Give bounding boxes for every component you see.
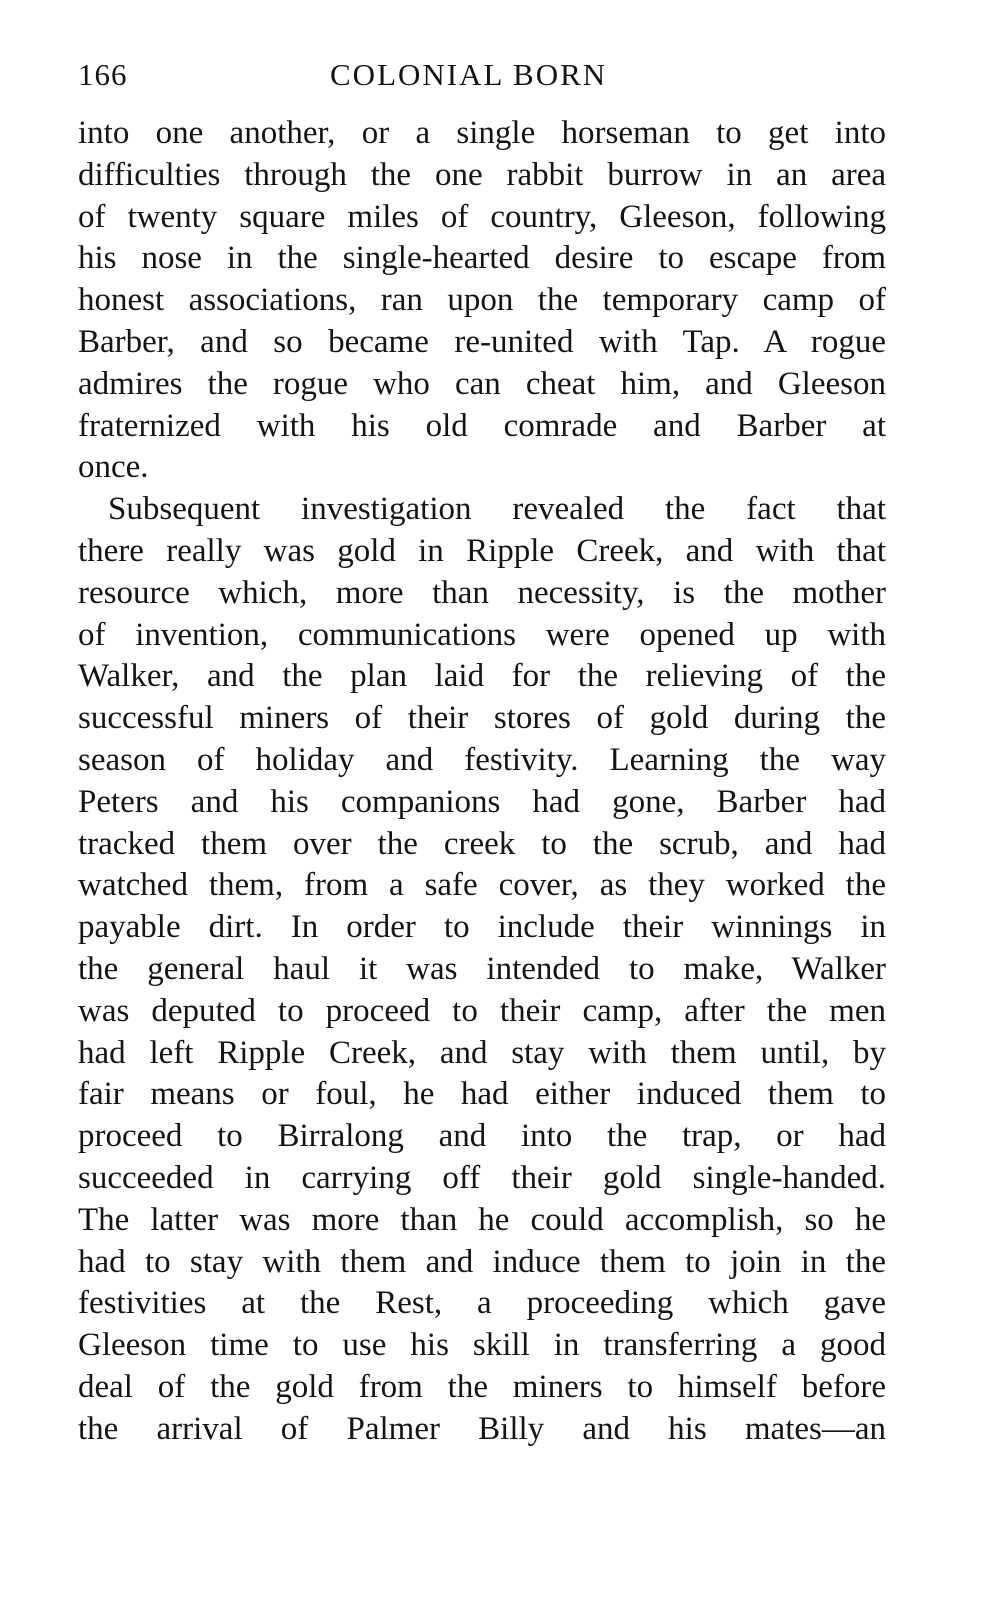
- text-line: deal of the gold from the miners to himself before: [78, 1368, 886, 1405]
- text-line: had to stay with them and induce them to join in the: [78, 1243, 886, 1280]
- body-text: [78, 113, 886, 1451]
- text-line: successful miners of their stores of gold during the: [78, 700, 886, 737]
- text-line: once.: [78, 449, 149, 486]
- text-line: into one another, or a single horseman to get into: [78, 115, 886, 151]
- running-head: [78, 50, 886, 100]
- text-line: honest associations, ran upon the temporary camp of: [78, 282, 886, 319]
- text-line: admires the rogue who can cheat him, and Gleeson: [78, 365, 886, 402]
- text-line: tracked them over the creek to the scrub, and had: [78, 825, 886, 862]
- running-title: COLONIAL BORN: [330, 57, 608, 92]
- text-line: difficulties through the one rabbit burrow in an area: [78, 156, 886, 193]
- text-line: Barber, and so became re-united with Tap. A rogue: [78, 323, 886, 360]
- paragraph-1: [78, 113, 886, 489]
- text-line: payable dirt. In order to include their winnings in: [78, 909, 886, 946]
- text-line: Peters and his companions had gone, Barber had: [78, 783, 886, 820]
- text-line: proceed to Birralong and into the trap, or had: [78, 1118, 886, 1155]
- text-line: succeeded in carrying off their gold single-handed.: [78, 1159, 886, 1196]
- text-line: Walker, and the plan laid for the relieving of the: [78, 658, 886, 695]
- page-number: 166: [78, 57, 128, 92]
- text-line: Gleeson time to use his skill in transferring a good: [78, 1327, 886, 1364]
- text-line: his nose in the single-hearted desire to escape from: [78, 240, 886, 277]
- text-line: season of holiday and festivity. Learning the way: [78, 741, 886, 778]
- text-line: festivities at the Rest, a proceeding which gave: [78, 1285, 886, 1322]
- text-line: Subsequent investigation revealed the fact that: [108, 491, 886, 528]
- text-line: fraternized with his old comrade and Barber at: [78, 407, 886, 444]
- text-line: of invention, communications were opened up with: [78, 616, 886, 653]
- text-line: fair means or foul, he had either induced them to: [78, 1076, 886, 1113]
- text-line: watched them, from a safe cover, as they worked the: [78, 867, 886, 904]
- text-line: had left Ripple Creek, and stay with them until, by: [78, 1034, 886, 1071]
- text-line: of twenty square miles of country, Gleeson, following: [78, 198, 886, 235]
- text-line: the arrival of Palmer Billy and his mates—an: [78, 1410, 886, 1447]
- text-line: resource which, more than necessity, is the mother: [78, 574, 886, 611]
- paragraph-2: [78, 489, 886, 1450]
- text-line: was deputed to proceed to their camp, after the men: [78, 992, 886, 1029]
- text-line: the general haul it was intended to make, Walker: [78, 950, 886, 987]
- text-line: The latter was more than he could accomplish, so he: [78, 1201, 886, 1238]
- text-line: there really was gold in Ripple Creek, and with that: [78, 532, 886, 569]
